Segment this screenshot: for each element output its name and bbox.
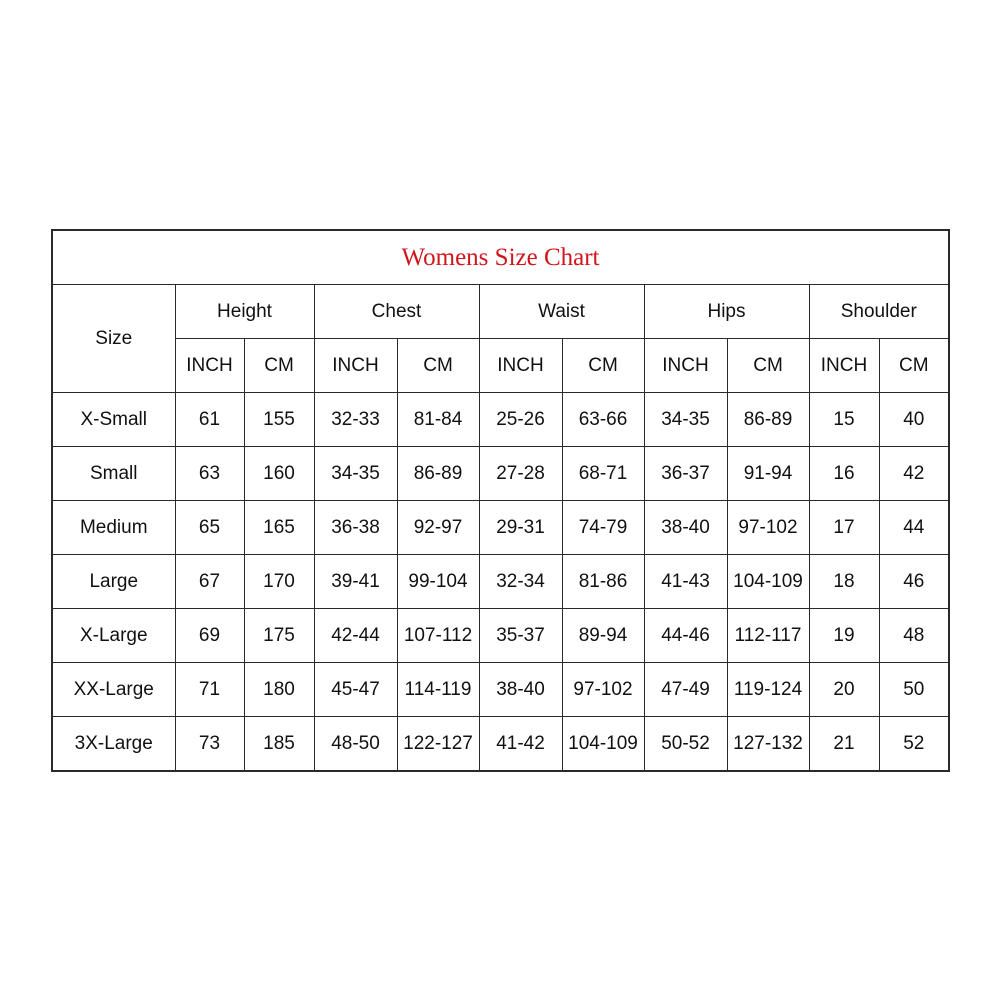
- table-cell: 38-40: [479, 663, 562, 717]
- unit-header-chest-cm: CM: [397, 339, 479, 393]
- unit-header-waist-inch: INCH: [479, 339, 562, 393]
- table-cell: 99-104: [397, 555, 479, 609]
- group-header-hips: Hips: [644, 285, 809, 339]
- title-row: [52, 230, 949, 285]
- table-cell: 86-89: [397, 447, 479, 501]
- table-cell: 44: [879, 501, 949, 555]
- table-cell: 36-38: [314, 501, 397, 555]
- table-cell: 50-52: [644, 717, 727, 772]
- group-header-height: Height: [175, 285, 314, 339]
- chart-title: Womens Size Chart: [52, 230, 949, 285]
- table-row: [52, 501, 949, 555]
- table-cell: 25-26: [479, 393, 562, 447]
- group-header-waist: Waist: [479, 285, 644, 339]
- table-cell: 107-112: [397, 609, 479, 663]
- unit-header-hips-cm: CM: [727, 339, 809, 393]
- unit-header-height-inch: INCH: [175, 339, 244, 393]
- table-cell: 71: [175, 663, 244, 717]
- table-cell: 104-109: [562, 717, 644, 772]
- table-cell: 127-132: [727, 717, 809, 772]
- table-cell: 36-37: [644, 447, 727, 501]
- table-cell: 42-44: [314, 609, 397, 663]
- table-cell: 63-66: [562, 393, 644, 447]
- table-cell: 44-46: [644, 609, 727, 663]
- table-cell: 15: [809, 393, 879, 447]
- table-cell: 165: [244, 501, 314, 555]
- table-cell: 170: [244, 555, 314, 609]
- table-cell: 48: [879, 609, 949, 663]
- table-cell: 19: [809, 609, 879, 663]
- table-cell: 41-42: [479, 717, 562, 772]
- table-cell: 92-97: [397, 501, 479, 555]
- table-cell: 42: [879, 447, 949, 501]
- table-row: [52, 447, 949, 501]
- table-cell: 41-43: [644, 555, 727, 609]
- table-cell: 67: [175, 555, 244, 609]
- table-cell: 40: [879, 393, 949, 447]
- size-column-header: Size: [52, 285, 175, 393]
- table-cell: 97-102: [727, 501, 809, 555]
- size-label: 3X-Large: [52, 717, 175, 772]
- table-cell: 34-35: [314, 447, 397, 501]
- table-cell: 32-34: [479, 555, 562, 609]
- table-cell: 39-41: [314, 555, 397, 609]
- table-cell: 73: [175, 717, 244, 772]
- size-label: XX-Large: [52, 663, 175, 717]
- table-cell: 180: [244, 663, 314, 717]
- table-cell: 32-33: [314, 393, 397, 447]
- table-cell: 91-94: [727, 447, 809, 501]
- table-cell: 68-71: [562, 447, 644, 501]
- group-header-row: [52, 285, 949, 339]
- table-cell: 81-86: [562, 555, 644, 609]
- table-cell: 46: [879, 555, 949, 609]
- table-cell: 38-40: [644, 501, 727, 555]
- unit-header-hips-inch: INCH: [644, 339, 727, 393]
- size-chart-container: [51, 229, 948, 772]
- table-cell: 104-109: [727, 555, 809, 609]
- table-cell: 47-49: [644, 663, 727, 717]
- unit-header-row: [52, 339, 949, 393]
- table-cell: 119-124: [727, 663, 809, 717]
- table-cell: 69: [175, 609, 244, 663]
- unit-header-shoulder-cm: CM: [879, 339, 949, 393]
- table-cell: 89-94: [562, 609, 644, 663]
- table-row: [52, 555, 949, 609]
- table-row: [52, 717, 949, 772]
- table-cell: 122-127: [397, 717, 479, 772]
- unit-header-chest-inch: INCH: [314, 339, 397, 393]
- table-cell: 114-119: [397, 663, 479, 717]
- table-cell: 50: [879, 663, 949, 717]
- size-label: Medium: [52, 501, 175, 555]
- table-cell: 18: [809, 555, 879, 609]
- unit-header-shoulder-inch: INCH: [809, 339, 879, 393]
- table-row: [52, 663, 949, 717]
- table-row: [52, 393, 949, 447]
- table-row: [52, 609, 949, 663]
- unit-header-height-cm: CM: [244, 339, 314, 393]
- table-cell: 61: [175, 393, 244, 447]
- table-cell: 16: [809, 447, 879, 501]
- table-cell: 65: [175, 501, 244, 555]
- table-cell: 97-102: [562, 663, 644, 717]
- size-label: Large: [52, 555, 175, 609]
- group-header-shoulder: Shoulder: [809, 285, 949, 339]
- size-label: Small: [52, 447, 175, 501]
- group-header-chest: Chest: [314, 285, 479, 339]
- table-cell: 155: [244, 393, 314, 447]
- table-cell: 29-31: [479, 501, 562, 555]
- table-cell: 86-89: [727, 393, 809, 447]
- table-cell: 112-117: [727, 609, 809, 663]
- table-cell: 34-35: [644, 393, 727, 447]
- table-cell: 20: [809, 663, 879, 717]
- table-cell: 175: [244, 609, 314, 663]
- unit-header-waist-cm: CM: [562, 339, 644, 393]
- table-cell: 185: [244, 717, 314, 772]
- table-cell: 27-28: [479, 447, 562, 501]
- table-cell: 45-47: [314, 663, 397, 717]
- table-cell: 63: [175, 447, 244, 501]
- table-cell: 52: [879, 717, 949, 772]
- size-label: X-Small: [52, 393, 175, 447]
- table-cell: 17: [809, 501, 879, 555]
- table-cell: 35-37: [479, 609, 562, 663]
- size-label: X-Large: [52, 609, 175, 663]
- table-cell: 21: [809, 717, 879, 772]
- table-cell: 160: [244, 447, 314, 501]
- size-chart-table: [51, 229, 950, 772]
- table-cell: 74-79: [562, 501, 644, 555]
- table-cell: 48-50: [314, 717, 397, 772]
- table-cell: 81-84: [397, 393, 479, 447]
